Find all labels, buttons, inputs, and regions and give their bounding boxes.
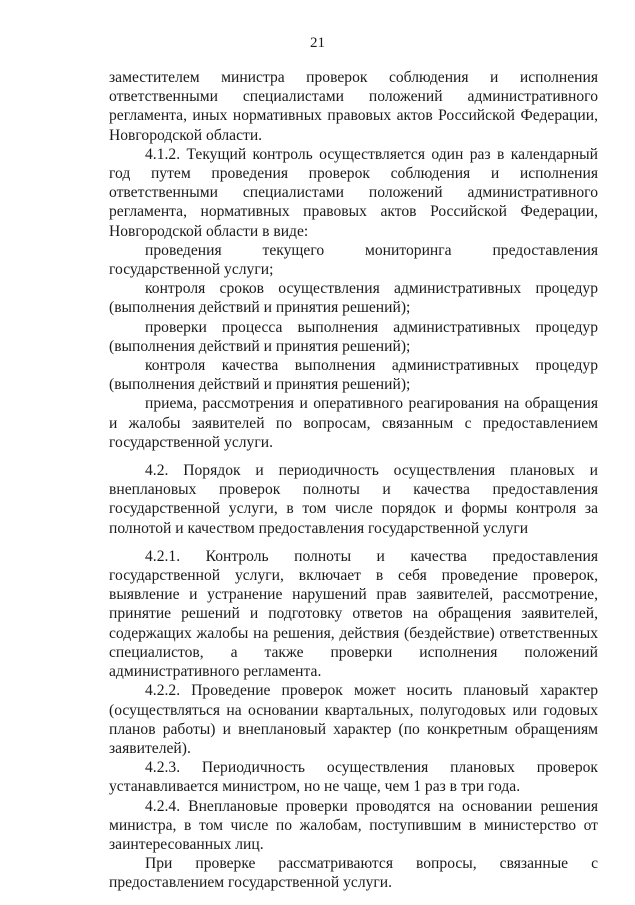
paragraph-4-2-2: 4.2.2. Проведение проверок может носить плановый характер (осуществляться на основании квартальных, полугодовых или годовых планов работы) и внеплановый характер (по конкретным обращениям заявителей). (109, 682, 598, 757)
list-item-appeals: приема, рассмотрения и оперативного реагирования на обращения и жалобы заявителей по вопросам, связанным с предоставлением государственной услуги. (109, 395, 598, 451)
document-body (109, 68, 598, 893)
list-item-quality: контроля качества выполнения административных процедур (выполнения действий и принятия решений); (109, 357, 598, 394)
section-heading-4-2: 4.2. Порядок и периодичность осуществления плановых и внеплановых проверок полноты и качества предоставления государственной услуги, в том числе порядок и формы контроля за полнотой и качеством предоставления государственной услуги (109, 462, 598, 537)
page-number: 21 (310, 35, 325, 51)
paragraph-continuation: заместителем министра проверок соблюдения и исполнения ответственными специалистами положений административного регламента, иных нормативных правовых актов Российской Федерации, Новгородской области. (109, 69, 598, 144)
paragraph-4-2-3: 4.2.3. Периодичность осуществления плановых проверок устанавливается министром, но не чаще, чем 1 раз в три года. (109, 759, 598, 796)
list-item-deadlines: контроля сроков осуществления административных процедур (выполнения действий и принятия решений); (109, 280, 598, 317)
paragraph-4-2-1: 4.2.1. Контроль полноты и качества предоставления государственной услуги, включает в себя проведение проверок, выявление и устранение нарушений прав заявителей, рассмотрение, принятие решений и подготовку ответов на обращения заявителей, содержащих жалобы на решения, действия (бездействие) ответственных специалистов, а также проверки исполнения положений административного регламента. (109, 547, 598, 681)
list-item-monitoring: проведения текущего мониторинга предоставления государственной услуги; (109, 241, 598, 279)
paragraph-4-2-4: 4.2.4. Внеплановые проверки проводятся на основании решения министра, в том числе по жалобам, поступившим в министерство от заинтересованных лиц. (109, 797, 598, 853)
paragraph-4-1-2: 4.1.2. Текущий контроль осуществляется один раз в календарный год путем проведения проверок соблюдения и исполнения ответственными специалистами положений административного регламента, нормативных правовых актов Российской Федерации, Новгородской области в виде: (109, 145, 598, 240)
paragraph-review: При проверке рассматриваются вопросы, связанные с предоставлением государственной услуги. (109, 855, 598, 892)
list-item-process: проверки процесса выполнения административных процедур (выполнения действий и принятия решений); (109, 318, 598, 355)
